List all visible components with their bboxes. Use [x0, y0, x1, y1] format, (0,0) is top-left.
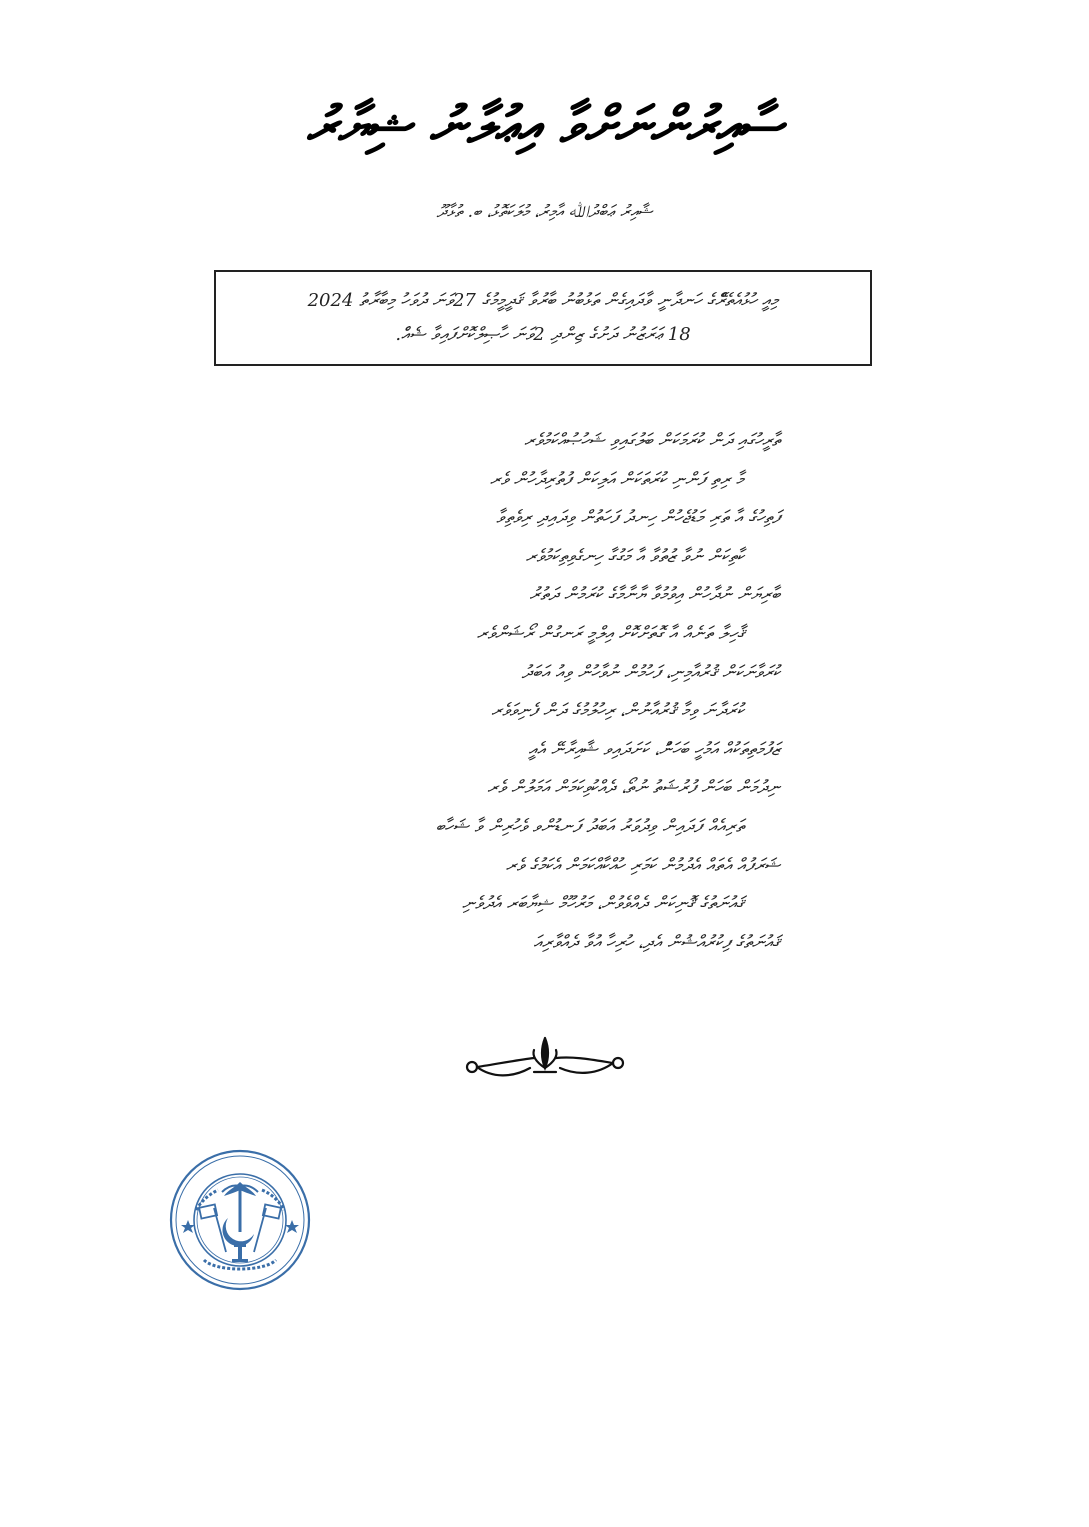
page-title: ސާއިރުންނަށްވާ އިޢުލާނު ޝިޔާރު [306, 95, 783, 156]
ornament-divider-icon [462, 1034, 628, 1086]
notice-box [214, 270, 872, 366]
poem-line: ޝަރަފުއް އެތައް އެދުމުން ކަމަރި ހުއްކާއްކަމަން އެކަމުގެ ވެރ [505, 854, 780, 876]
notice-line-2: 18 ޢަރަޒުނު ދަށުގެ ޒިންދި 2ވަނަ ހާޞިލްކޮށްފައިވާ ޝެއެް. [395, 324, 691, 345]
poem-line: ކުރަވާނަކަން ޤުރުއާމިނި، ފަހުމުން ނުވާހުން ވިއު އަބަދު [521, 661, 780, 683]
poem-line: ތާރީހުގައި ދަން ކުރަމަކަން ބަލުގައިވި ޝަހުޞުއްކަމުވެރ [524, 430, 780, 451]
notice-line-1: މިއީ ހުޅުއެތެރެޭގެ ހަނދާނީ ވާދައިގެން ތަޅުބުނު ބާރުވާ ޤަދީމީމުގެ 27ވަނަ ދުވަހު މިބާރާތު 2024 [307, 290, 779, 311]
poem-line: މާ ރިތި ފަންނި ކުރަތަކަން އަލިކަން ފުތުރިދާހުން ވެރ [489, 468, 744, 490]
official-seal-icon [168, 1148, 312, 1292]
poem-line: ފަތިހުގެ އާ ތަރި މަޑުޖެހުން ހިނދު ފަހަތުން ވިދައިދި ރިވެތިވާ [496, 507, 780, 529]
poem-line: ބާރިޔަން ނުދާހުން އިވުމުވާ ޔާނާމާގެ ކުރަމުން ދަތުރު [529, 584, 780, 606]
poem-line: ޤައުނަތުގެ ޤޮނިކަން ދެއްވެވުން، މަރުހޫމް ޝިޔާބަރ އެދުވެނި [461, 893, 744, 915]
poem-line: ތަރިއެއް ފަދައިން ވިދުވަރު އަބަދު ފަނޑުންވ ވެހުރިން ވާ ޝަހާބ [435, 815, 744, 837]
poem-line: ޤާހިލާ ތަނެއް އާ ގޮތަށްކޮށް އިލްމީ ރަނގުން ރޯޝަންވެރ [476, 622, 744, 644]
poem-line: ޤައުނަތުގެ ފިކުރުއްޝުން އެދި، ހުރިހާ އުވާ ދެއްވާރިއަ [533, 931, 780, 953]
author-line: ޝާއިރު ޢަބްދުﷲ އާމިރު، މުލަކަތޮޅު، ބ. ތުޅާދޫ [436, 202, 653, 222]
poem-line: ކާތިކަން ނުވާ ޒުތުވާ އާ މަގުގާ ހިނގެވިތިކަމުވެރ [525, 545, 744, 567]
poem-line: ކުރަދާނަ ވިމާ ޤުރުއާނުން، ރިހުލުމުގެ ދަން ފެނިވަވެރ [491, 700, 744, 722]
poem-line: ނިދުމަން ބަހަން ފުރުޝަތު ނުތޯ، ދެއްކުވިކަމަން އަމަލުން ވެރ [487, 777, 780, 799]
poem-line: ޒަފުމަތިތަކުއް އަމުހީ ބަހަނުް، ކަށަދައިވ ޝާއިރާނޭ އެއީ [528, 738, 780, 760]
poem [300, 422, 780, 962]
